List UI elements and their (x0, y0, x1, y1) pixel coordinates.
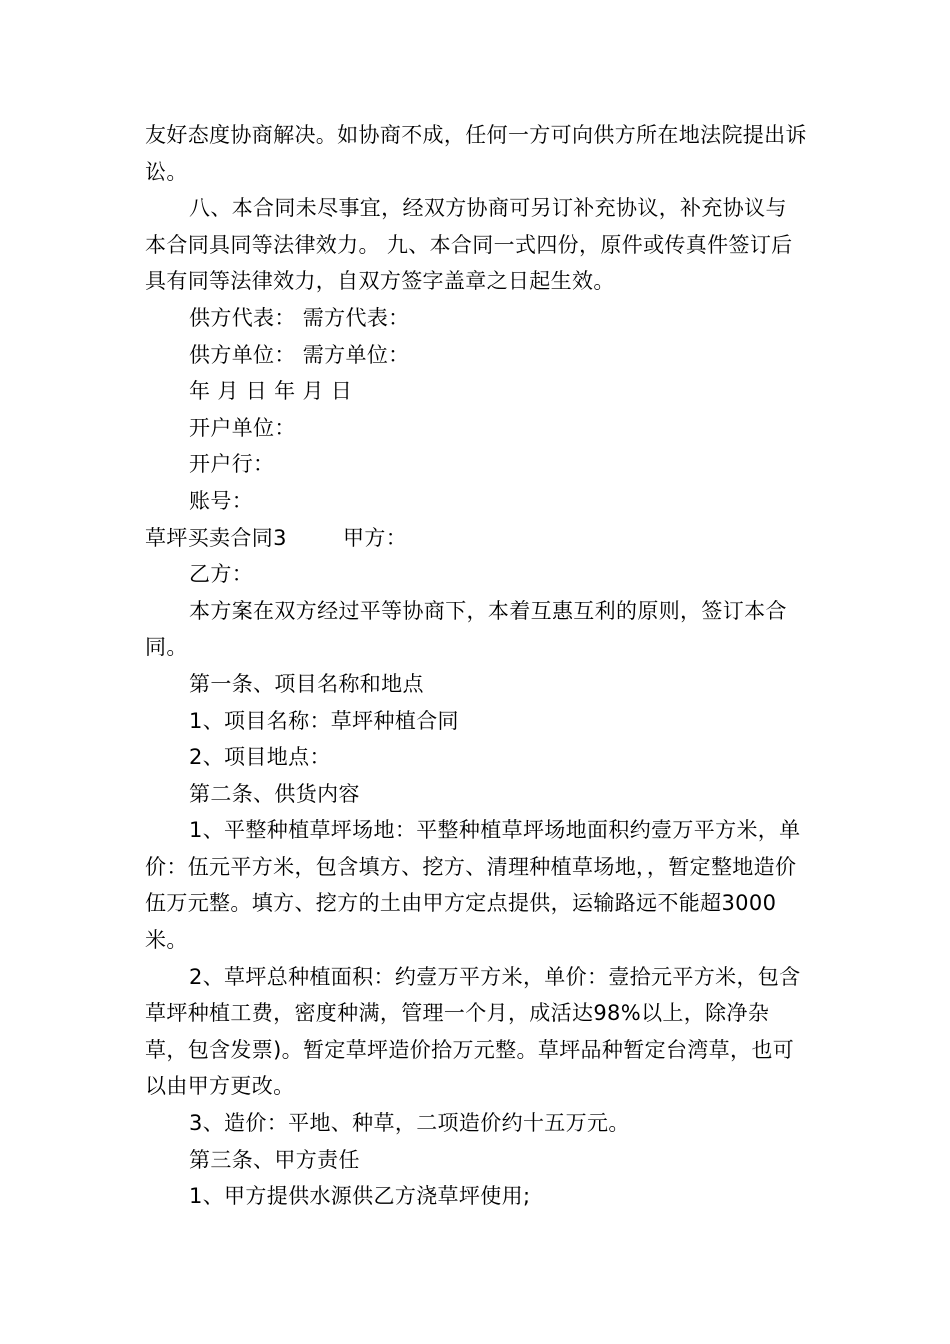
party-b: 乙方： (189, 562, 254, 587)
account-number: 账号： (189, 488, 254, 513)
account-bank: 开户行： (189, 452, 275, 477)
paragraph-clause-eight-nine: 八、本合同未尽事宜，经双方协商可另订补充协议，补充协议与本合同具同等法律效力。 九、本合同一式四份，原件或传真件签订后具有同等法律效力，自双方签字盖章之日起生效。 (145, 196, 793, 294)
document-page (145, 117, 807, 1215)
supply-item-total-cost: 3、造价：平地、种草，二项造价约十五万元。 (189, 1111, 630, 1136)
project-location: 2、项目地点： (189, 745, 331, 770)
project-name: 1、项目名称：草坪种植合同 (189, 708, 459, 733)
signature-units: 供方单位： 需方单位： (189, 342, 410, 367)
article-two-heading: 第二条、供货内容 (189, 781, 360, 806)
article-three-heading: 第三条、甲方责任 (189, 1147, 360, 1172)
paragraph-preamble: 本方案在双方经过平等协商下，本着互惠互利的原则，签订本合同。 (145, 598, 787, 660)
signature-representatives: 供方代表： 需方代表： (189, 305, 410, 330)
article-one-heading: 第一条、项目名称和地点 (189, 671, 424, 696)
paragraph-dispute-resolution: 友好态度协商解决。如协商不成，任何一方可向供方所在地法院提出诉讼。 (145, 123, 807, 184)
supply-item-planting-area: 2、草坪总种植面积：约壹万平方米，单价：壹拾元平方米，包含草坪种植工费，密度种满，管理一个月，成活达98%以上，除净杂草，包含发票)。暂定草坪造价拾万元整。草坪品种暂定台湾草，也可以由甲方更改。 (145, 964, 801, 1099)
contract-three-heading: 草坪买卖合同3 甲方： (145, 525, 408, 550)
account-unit: 开户单位： (189, 415, 296, 440)
supply-item-site-leveling: 1、平整种植草坪场地：平整种植草坪场地面积约壹万平方米，单价：伍元平方米，包含填方、挖方、清理种植草场地，，暂定整地造价伍万元整。填方、挖方的土由甲方定点提供，运输路远不能超3000米。 (145, 818, 801, 953)
signature-dates: 年 月 日 年 月 日 (189, 379, 353, 404)
party-a-duty-water: 1、甲方提供水源供乙方浇草坪使用; (189, 1184, 531, 1209)
